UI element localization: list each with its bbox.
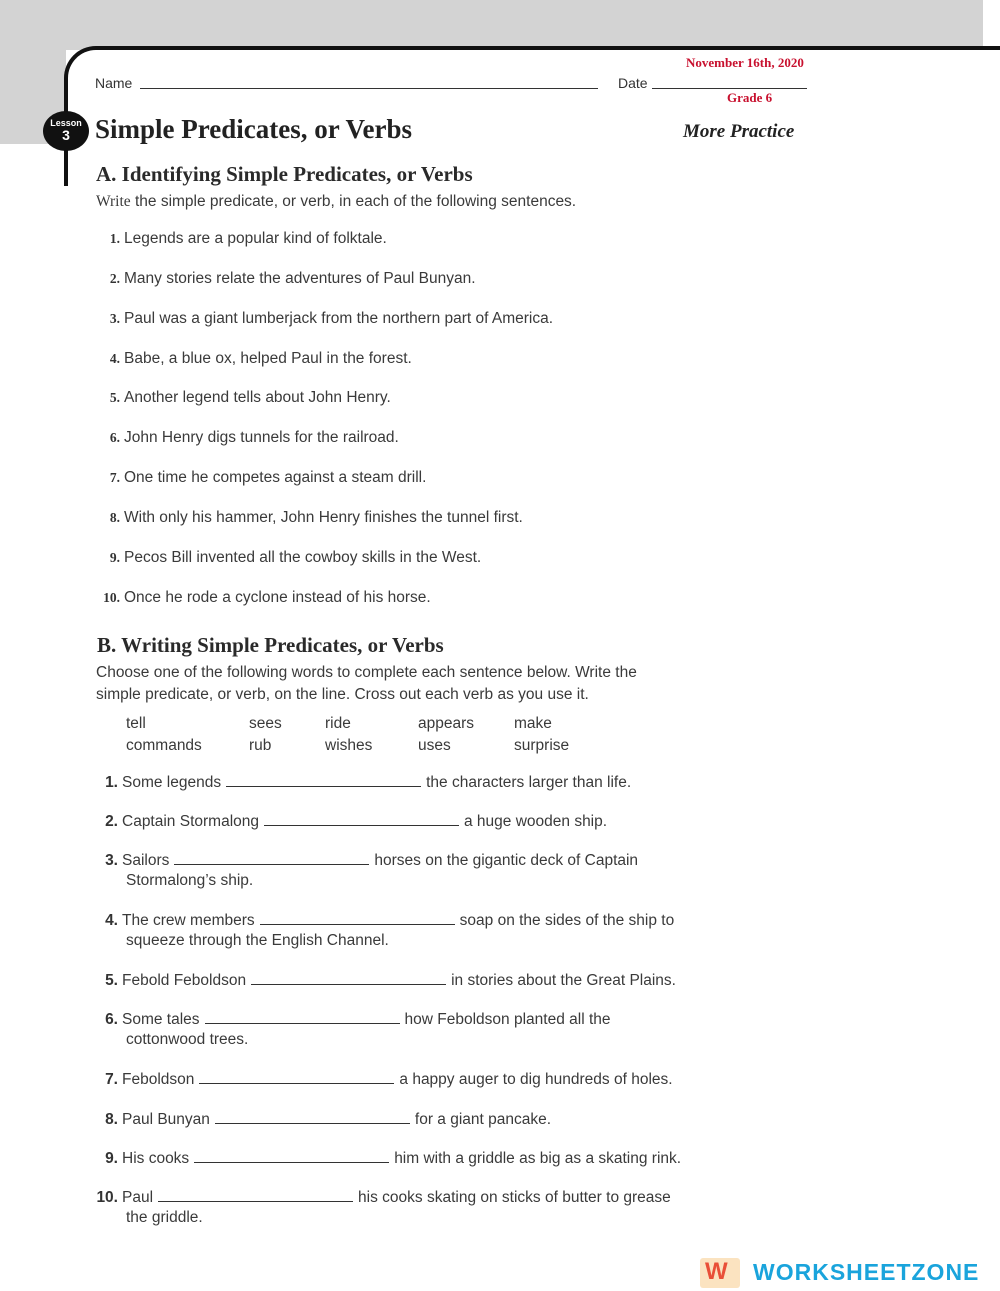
sentence-end: him with a griddle as big as a skating rink.	[394, 1150, 682, 1167]
sentence-start: Some legends	[122, 774, 222, 791]
item-number: 6.	[105, 1011, 118, 1028]
word-bank-word[interactable]: wishes	[325, 737, 373, 754]
item-number: 4.	[105, 912, 118, 929]
sentence-start: Sailors	[122, 852, 170, 869]
date-field[interactable]	[652, 88, 807, 89]
section-a-instruction	[96, 191, 576, 213]
sentence-end: how Feboldson planted all the	[404, 1011, 611, 1028]
answer-blank[interactable]	[251, 970, 446, 985]
logo-w-icon: W	[700, 1258, 740, 1288]
sentence-start: Paul	[122, 1189, 154, 1206]
item-number: 10.	[103, 590, 120, 605]
answer-blank[interactable]	[226, 772, 421, 787]
section-a-item	[96, 549, 481, 567]
sentence-end: the characters larger than life.	[426, 774, 632, 791]
answer-blank[interactable]	[205, 1009, 400, 1024]
section-b-item	[96, 1148, 681, 1168]
word-bank-word[interactable]: commands	[126, 737, 202, 754]
section-a-item	[96, 589, 431, 607]
sentence-end: a huge wooden ship.	[464, 813, 608, 830]
item-number: 8.	[109, 510, 120, 525]
sentence-end: horses on the gigantic deck of Captain	[374, 852, 639, 869]
sentence-continuation: the griddle.	[126, 1209, 203, 1226]
answer-blank[interactable]	[194, 1148, 389, 1163]
word-bank-word[interactable]: tell	[126, 715, 146, 732]
item-number: 8.	[105, 1111, 118, 1128]
word-bank-word[interactable]: surprise	[514, 737, 570, 754]
sentence-continuation: Stormalong’s ship.	[126, 872, 254, 889]
sentence-end: in stories about the Great Plains.	[451, 972, 676, 989]
name-label: Name	[95, 75, 133, 91]
section-b-item	[96, 850, 638, 870]
section-b-item	[96, 970, 676, 990]
word-bank-word[interactable]: rub	[249, 737, 272, 754]
section-b-item	[96, 772, 631, 792]
item-sentence: Paul was a giant lumberjack from the northern part of America.	[124, 310, 554, 327]
item-sentence: Pecos Bill invented all the cowboy skills in the West.	[124, 549, 482, 566]
sentence-start: Captain Stormalong	[122, 813, 259, 830]
item-number: 9.	[109, 550, 120, 565]
section-a-item	[96, 429, 399, 447]
answer-blank[interactable]	[199, 1069, 394, 1084]
word-bank-word[interactable]: uses	[418, 737, 451, 754]
item-number: 3.	[109, 311, 120, 326]
answer-blank[interactable]	[264, 811, 459, 826]
section-b-item	[96, 910, 674, 930]
section-b-instruction-line1: Choose one of the following words to complete each sentence below. Write the	[96, 664, 637, 681]
logo-text: WORKSHEETZONE	[753, 1259, 980, 1285]
item-sentence: Once he rode a cyclone instead of his horse.	[124, 589, 431, 606]
item-number: 2.	[105, 813, 118, 830]
item-number: 3.	[105, 852, 118, 869]
item-sentence: Babe, a blue ox, helped Paul in the forest.	[124, 350, 412, 367]
date-value: November 16th, 2020	[686, 55, 804, 70]
item-number: 1.	[105, 774, 118, 791]
answer-blank[interactable]	[215, 1109, 410, 1124]
section-a-item	[96, 310, 553, 328]
word-bank-word[interactable]: make	[514, 715, 552, 732]
sentence-start: His cooks	[122, 1150, 190, 1167]
item-number: 1.	[109, 231, 120, 246]
section-a-item	[96, 509, 523, 527]
grade-value: Grade 6	[727, 90, 773, 105]
sentence-start: Feboldson	[122, 1071, 195, 1088]
item-number: 4.	[109, 351, 120, 366]
word-bank-word[interactable]: appears	[418, 715, 475, 732]
section-a-item	[96, 230, 387, 248]
section-a-item	[96, 389, 391, 407]
section-b-instruction-line2: simple predicate, or verb, on the line. Cross out each verb as you use it.	[96, 686, 589, 703]
item-number: 5.	[109, 390, 120, 405]
item-sentence: John Henry digs tunnels for the railroad.	[124, 429, 399, 446]
sentence-end: a happy auger to dig hundreds of holes.	[399, 1071, 673, 1088]
sentence-start: Some tales	[122, 1011, 200, 1028]
lesson-label: Lesson	[50, 118, 82, 128]
section-a-item	[96, 270, 476, 288]
word-bank-word[interactable]: sees	[249, 715, 282, 732]
answer-blank[interactable]	[174, 850, 369, 865]
item-sentence: Many stories relate the adventures of Paul Bunyan.	[124, 270, 476, 287]
sentence-start: Febold Feboldson	[122, 972, 247, 989]
section-b-item	[96, 811, 607, 831]
date-label: Date	[618, 75, 648, 91]
header-band	[0, 0, 983, 50]
item-number: 10.	[96, 1189, 118, 1206]
answer-blank[interactable]	[158, 1187, 353, 1202]
item-number: 6.	[109, 430, 120, 445]
answer-blank[interactable]	[260, 910, 455, 925]
word-bank-word[interactable]: ride	[325, 715, 351, 732]
sentence-end: soap on the sides of the ship to	[459, 912, 675, 929]
item-number: 9.	[105, 1150, 118, 1167]
section-b-item	[96, 1109, 551, 1129]
item-sentence: Another legend tells about John Henry.	[124, 389, 391, 406]
item-number: 5.	[105, 972, 118, 989]
item-sentence: Legends are a popular kind of folktale.	[124, 230, 387, 247]
page-subtitle: More Practice	[683, 121, 795, 142]
lesson-number: 3	[62, 127, 70, 143]
item-sentence: With only his hammer, John Henry finishes the tunnel first.	[124, 509, 523, 526]
item-number: 7.	[105, 1071, 118, 1088]
name-field[interactable]	[140, 88, 598, 89]
instruction-rest: the simple predicate, or verb, in each of the following sentences.	[130, 193, 577, 210]
sentence-continuation: cottonwood trees.	[126, 1031, 249, 1048]
sentence-end: his cooks skating on sticks of butter to grease	[358, 1189, 671, 1206]
sentence-end: for a giant pancake.	[414, 1111, 552, 1128]
sentence-start: Paul Bunyan	[122, 1111, 210, 1128]
item-number: 7.	[109, 470, 120, 485]
section-a-heading: A. Identifying Simple Predicates, or Verbs	[96, 162, 473, 186]
sentence-continuation: squeeze through the English Channel.	[126, 932, 389, 949]
section-b-item	[96, 1069, 673, 1089]
item-number: 2.	[109, 271, 120, 286]
section-a-item	[96, 350, 412, 368]
section-b-heading: B. Writing Simple Predicates, or Verbs	[97, 633, 444, 657]
instruction-lead: Write	[96, 193, 131, 210]
item-sentence: One time he competes against a steam drill.	[124, 469, 427, 486]
section-b-item	[96, 1187, 671, 1207]
section-a-item	[96, 469, 426, 487]
sentence-start: The crew members	[122, 912, 255, 929]
page-title: Simple Predicates, or Verbs	[95, 114, 412, 144]
lesson-badge	[43, 111, 89, 151]
section-b-item	[96, 1009, 611, 1029]
